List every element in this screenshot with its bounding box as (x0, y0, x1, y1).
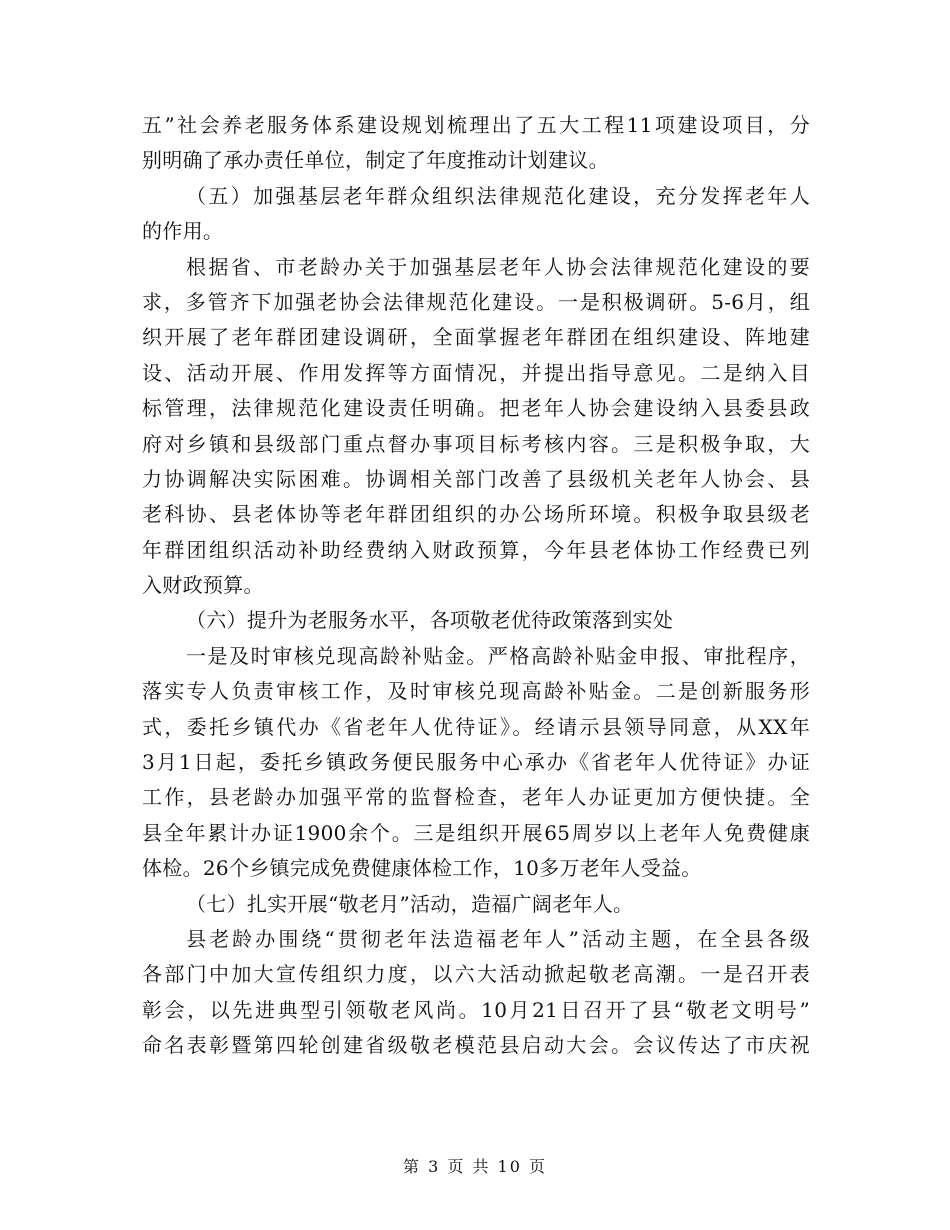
text-line: 力协调解决实际困难。协调相关部门改善了县级机关老年人协会、县 (142, 466, 810, 491)
text-line: 求，多管齐下加强老协会法律规范化建设。一是积极调研。5-6月，组 (142, 289, 810, 314)
text-line: 五”社会养老服务体系建设规划梳理出了五大工程11项建设项目，分 (142, 113, 810, 137)
document-body (142, 108, 810, 1064)
text-line: 命名表彰暨第四轮创建省级敬老模范县启动大会。会议传达了市庆祝 (142, 1033, 810, 1058)
text-line: 彰会，以先进典型引领敬老风尚。10月21日召开了县“敬老文明号” (142, 997, 810, 1022)
text-line: 县全年累计办证1900余个。三是组织开展65周岁以上老年人免费健康 (142, 820, 810, 845)
text-line: 落实专人负责审核工作，及时审核兑现高龄补贴金。二是创新服务形 (142, 679, 810, 704)
text-line: 工作，县老龄办加强平常的监督检查，老年人办证更加方便快捷。全 (142, 785, 810, 810)
text-line: （六）提升为老服务水平，各项敬老优待政策落到实处 (186, 608, 674, 633)
text-line: 式，委托乡镇代办《省老年人优待证》。经请示县领导同意，从XX年 (142, 714, 810, 739)
text-line: 3月1日起，委托乡镇政务便民服务中心承办《省老年人优待证》办证 (142, 750, 810, 775)
text-line: 府对乡镇和县级部门重点督办事项目标考核内容。三是积极争取，大 (142, 431, 810, 456)
text-line: （七）扎实开展“敬老月”活动，造福广阔老年人。 (186, 891, 634, 916)
text-line: 各部门中加大宣传组织力度，以六大活动掀起敬老高潮。一是召开表 (142, 962, 810, 987)
text-line: 的作用。 (142, 219, 224, 244)
text-line: 一是及时审核兑现高龄补贴金。严格高龄补贴金申报、审批程序， (186, 643, 810, 668)
text-line: 老科协、县老体协等老年群团组织的办公场所环境。积极争取县级老 (142, 502, 810, 527)
text-line: 县老龄办围绕“贯彻老年法造福老年人”活动主题，在全县各级 (186, 926, 810, 951)
text-line: 标管理，法律规范化建设责任明确。把老年人协会建设纳入县委县政 (142, 396, 810, 421)
text-line: （五）加强基层老年群众组织法律规范化建设，充分发挥老年人 (186, 183, 810, 208)
text-line: 体检。26个乡镇完成免费健康体检工作，10多万老年人受益。 (142, 856, 702, 881)
text-line: 年群团组织活动补助经费纳入财政预算，今年县老体协工作经费已列 (142, 537, 810, 562)
text-line: 设、活动开展、作用发挥等方面情况，并提出指导意见。二是纳入目 (142, 360, 810, 385)
text-line: 入财政预算。 (142, 573, 264, 598)
text-line: 别明确了承办责任单位，制定了年度推动计划建议。 (142, 148, 609, 173)
text-line: 根据省、市老龄办关于加强基层老年人协会法律规范化建设的要 (186, 254, 810, 279)
text-line: 织开展了老年群团建设调研，全面掌握老年群团在组织建设、阵地建 (142, 325, 810, 350)
page-number-footer: 第 3 页 共 10 页 (403, 1157, 547, 1176)
